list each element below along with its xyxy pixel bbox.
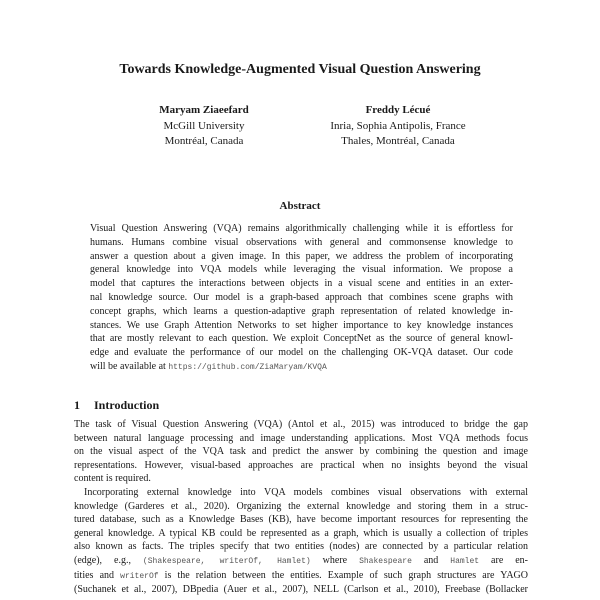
abstract-line: Visual Question Answering (VQA) remains algorithmically challenging while it is effortless for bbox=[90, 223, 513, 234]
author-block-1 bbox=[104, 103, 304, 150]
abstract-heading: Abstract bbox=[279, 200, 321, 212]
code-span: Hamlet bbox=[450, 556, 480, 566]
paper-title: Towards Knowledge-Augmented Visual Question Answering bbox=[119, 62, 481, 77]
abstract-line: answer a question about a given image. In this paper, we address the problem of incorporating bbox=[90, 250, 513, 262]
abstract-text bbox=[90, 222, 513, 375]
author-affiliation: Inria, Sophia Antipolis, France bbox=[330, 119, 466, 132]
author-name: Freddy Lécué bbox=[365, 104, 431, 116]
abstract-line: will be available at https://github.com/ZiaMaryam/KVQA bbox=[90, 360, 327, 372]
author-location: Montréal, Canada bbox=[164, 135, 244, 147]
body-line: tured database, such as a Knowledge Bases (KB), have become important resources for representing the bbox=[74, 514, 528, 526]
abstract-line: edge and evaluate the performance of our model on the challenging OK-VQA dataset. Our code bbox=[90, 347, 513, 359]
abstract-line: general knowledge into VQA models while leveraging the visual information. We propose a bbox=[90, 264, 513, 276]
author-name: Maryam Ziaeefard bbox=[159, 104, 249, 116]
section-title: Introduction bbox=[94, 398, 160, 412]
body-line: tities and writerOf is the relation between the entities. Example of such graph structures are YAGO bbox=[74, 569, 528, 581]
code-url-link[interactable]: https://github.com/ZiaMaryam/KVQA bbox=[168, 362, 327, 372]
abstract-line: humans. Humans combine visual observations with general and commonsense knowledge to bbox=[90, 236, 513, 248]
body-line: Incorporating external knowledge into VQA models combines visual observations with external bbox=[84, 486, 528, 498]
section-heading bbox=[74, 398, 159, 413]
author-location: Thales, Montréal, Canada bbox=[341, 135, 455, 147]
body-line: knowledge (Garderes et al., 2020). Organizing the external knowledge and storing them in a struc- bbox=[74, 500, 528, 512]
code-span: (Shakespeare, writerOf, Hamlet) bbox=[142, 556, 311, 566]
abstract-line: that are mostly relevant to each question. We exploit ConceptNet as the source of general knowl- bbox=[90, 333, 513, 345]
body-line: on the visual aspect of the VQA task and predict the answer by combining the question and image bbox=[74, 446, 528, 458]
code-span: writerOf bbox=[120, 571, 159, 581]
body-line: content is required. bbox=[74, 473, 151, 485]
body-line: general knowledge. A typical KB could be represented as a graph, which is usually a collection of triples bbox=[74, 527, 528, 539]
section-number: 1 bbox=[74, 398, 80, 412]
body-line: representations. However, visual-based approaches are practical when no insights beyond the visual bbox=[74, 459, 528, 471]
author-block-2 bbox=[288, 103, 508, 150]
body-line: (edge), e.g., (Shakespeare, writerOf, Hamlet) where Shakespeare and Hamlet are en- bbox=[74, 554, 528, 566]
body-line: also known as facts. The triples specify that two entities (nodes) are connected by a particular relation bbox=[74, 541, 528, 553]
abstract-line: stances. We use Graph Attention Networks to set higher importance to key knowledge instances bbox=[90, 319, 513, 331]
body-line: The task of Visual Question Answering (VQA) (Antol et al., 2015) was introduced to bridge the gap bbox=[74, 419, 528, 430]
author-affiliation: McGill University bbox=[163, 119, 245, 132]
abstract-line: nal knowledge source. Our model is a graph-based approach that combines scene graphs with bbox=[90, 291, 513, 303]
abstract-line: concept graphs, which learns a question-adaptive graph representation of related knowledge in- bbox=[90, 305, 513, 317]
code-span: Shakespeare bbox=[359, 556, 412, 566]
body-line: (Suchanek et al., 2007), DBpedia (Auer et al., 2007), NELL (Carlson et al., 2010), Freebase (Bollacker bbox=[74, 584, 528, 596]
abstract-line: model that captures the interactions between objects in a visual scene and entities in an exter- bbox=[90, 278, 513, 290]
introduction-text bbox=[74, 418, 528, 597]
body-line: between natural language processing and image understanding applications. Most VQA methods focus bbox=[74, 432, 528, 444]
